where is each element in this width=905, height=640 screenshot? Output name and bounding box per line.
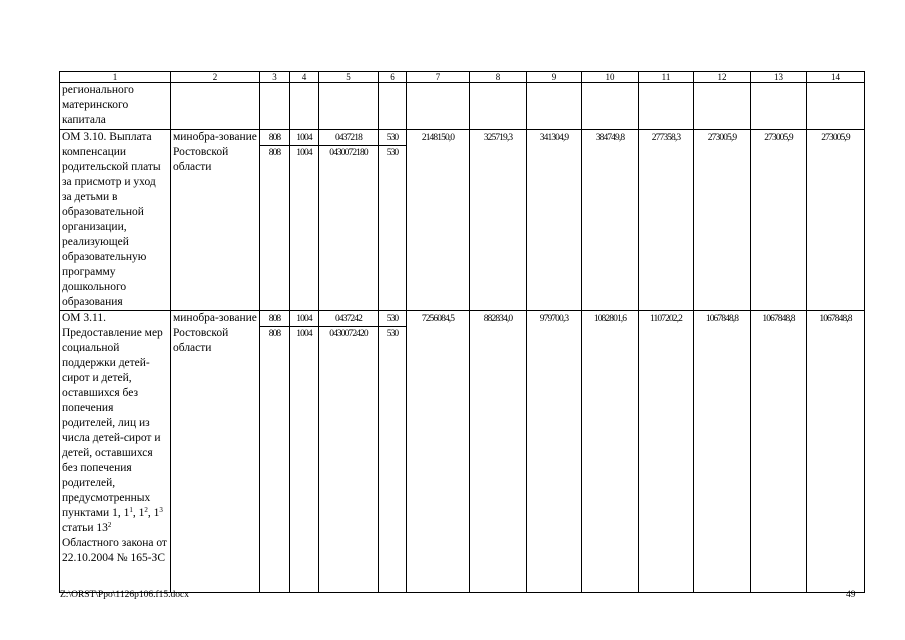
measure-name: регионального материнского капитала [60,83,171,130]
year-value: 882834,0 [483,314,513,324]
year-value: 273005,9 [821,133,850,143]
col-header-11: 11 [639,72,694,83]
budget-table [59,71,865,593]
rzpr-value: 1004 [290,145,318,160]
year-cell [470,311,527,593]
year-value: 1067848,8 [762,314,795,324]
year-value: 1082801,6 [593,314,627,324]
col-header-12: 12 [694,72,751,83]
year-value: 273005,9 [764,133,793,143]
rzpr-cell [290,311,319,593]
year-cell [751,130,807,311]
vr-cell [379,311,407,593]
col-header-3: 3 [260,72,290,83]
year-value: 1067848,8 [819,314,852,324]
year-cell [639,130,694,311]
vr-value: 530 [386,314,399,324]
year-cell [807,311,865,593]
col-header-9: 9 [527,72,582,83]
total-value: 7256084,5 [421,314,455,324]
col-header-14: 14 [807,72,865,83]
grbs-cell [260,130,290,311]
table-row-continuation [60,83,865,130]
vr-value: 530 [386,133,399,143]
year-cell [582,130,639,311]
year-cell [694,130,751,311]
year-value: 341304,9 [539,133,569,143]
col-header-7: 7 [407,72,470,83]
responsible-executor: минобра-зование Ростовской области [171,311,260,593]
rzpr-value: 1004 [296,314,312,324]
csr-cell [319,130,379,311]
year-cell [639,311,694,593]
rzpr-value: 1004 [290,326,318,341]
grbs-value: 808 [268,133,281,143]
grbs-value: 808 [260,326,289,341]
col-header-13: 13 [751,72,807,83]
year-value: 1067848,8 [705,314,739,324]
year-cell [694,311,751,593]
total-value: 2148150,0 [421,133,455,143]
csr-value: 0430072420 [319,326,378,341]
year-cell [751,311,807,593]
rzpr-value: 1004 [296,133,312,143]
year-value: 325719,3 [483,133,513,143]
col-header-1: 1 [60,72,171,83]
year-value: 384749,8 [595,133,625,143]
col-header-6: 6 [379,72,407,83]
year-cell [527,130,582,311]
total-cell [407,311,470,593]
measure-name: ОМ 3.10. Выплата компенсации родительской платы за присмотр и уход за детьми в образовательной организации, реализующей образовательную программу дошкольного образования [60,130,171,311]
vr-cell [379,130,407,311]
csr-value: 0437242 [335,314,362,324]
column-number-row [60,72,865,83]
total-cell [407,130,470,311]
year-cell [470,130,527,311]
col-header-2: 2 [171,72,260,83]
csr-value: 0437218 [335,133,362,143]
vr-value: 530 [379,326,406,341]
year-cell [582,311,639,593]
csr-cell [319,311,379,593]
csr-value: 0430072180 [319,145,378,160]
col-header-8: 8 [470,72,527,83]
year-value: 277358,3 [651,133,681,143]
grbs-value: 808 [260,145,289,160]
year-value: 1107202,2 [650,314,682,324]
vr-value: 530 [379,145,406,160]
col-header-10: 10 [582,72,639,83]
col-header-5: 5 [319,72,379,83]
table-row-om-3-11 [60,311,865,593]
year-value: 273005,9 [707,133,737,143]
grbs-value: 808 [268,314,281,324]
grbs-cell [260,311,290,593]
year-cell [527,311,582,593]
responsible-executor: минобра-зование Ростовской области [171,130,260,311]
year-value: 979700,3 [539,314,569,324]
table-row-om-3-10 [60,130,865,311]
year-cell [807,130,865,311]
col-header-4: 4 [290,72,319,83]
footer-file-path: Z:\ORST\Ppo\1126p106.f15.docx [60,590,189,600]
page-number: 49 [846,590,856,600]
rzpr-cell [290,130,319,311]
measure-name: ОМ 3.11. Предоставление мер социальной поддержки детей-сирот и детей, оставшихся без попечения родителей, лиц из числа детей-сирот и детей, оставшихся без попечения родителей, предусмотренных пунктами 1, $1^1$, $1^2$, $1^3$ статьи $13^2$ Областного закона от 22.10.2004 № 165-ЗС [60,311,171,593]
